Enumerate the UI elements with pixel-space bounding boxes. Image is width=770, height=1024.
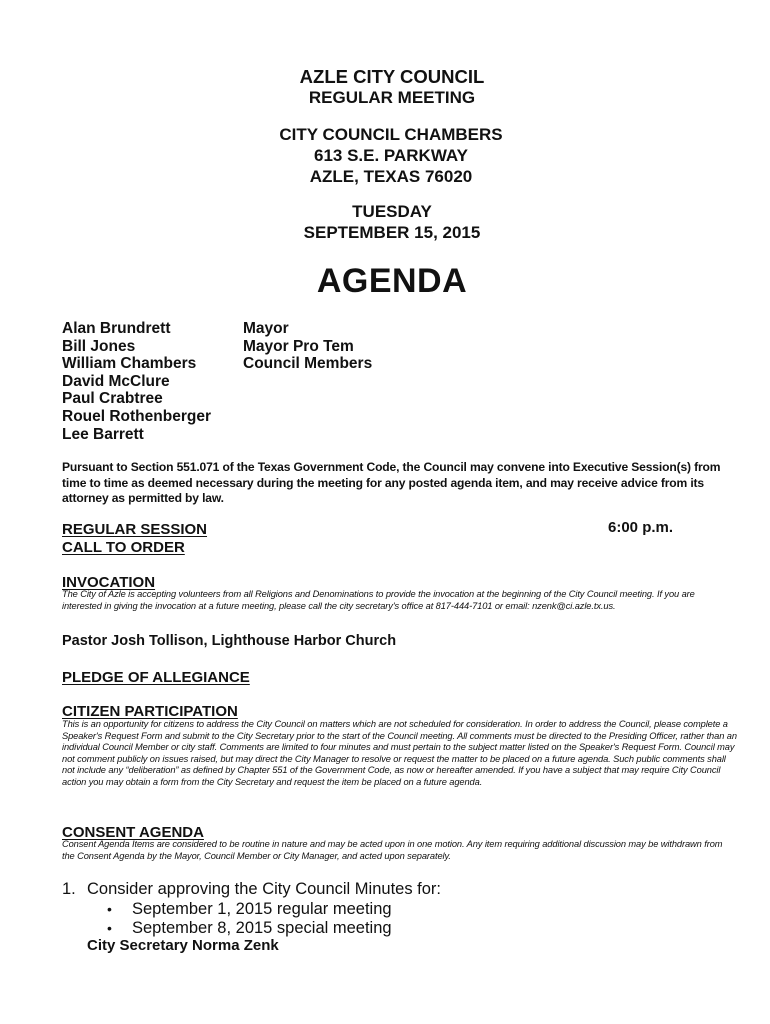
executive-session-notice: Pursuant to Section 551.071 of the Texas Government Code, the Council may convene into Executive Session(s) from time to time as deemed necessary during the meeting for any posted agenda item, and may receive advice from its attorney as permitted by law. [62, 460, 721, 505]
citizen-participation-heading: CITIZEN PARTICIPATION [62, 703, 238, 720]
member-role: Council Members [243, 355, 373, 373]
agenda-item-text [62, 880, 441, 899]
member-name: David McClure [62, 372, 170, 390]
location-name: CITY COUNCIL CHAMBERS [279, 125, 503, 144]
address-line-1: 613 S.E. PARKWAY [313, 146, 468, 165]
bullet-icon: • [107, 920, 112, 936]
regular-session-heading [62, 521, 207, 557]
member-name: William Chambers [62, 355, 197, 373]
bullet-text: September 1, 2015 regular meeting [132, 900, 392, 918]
invocation-heading: INVOCATION [62, 574, 156, 591]
header-location [6, 124, 770, 187]
list-item [107, 919, 392, 938]
member-name: Bill Jones [62, 337, 136, 355]
member-name: Paul Crabtree [62, 390, 163, 408]
agenda-item-presenter: City Secretary Norma Zenk [87, 937, 279, 954]
meeting-type: REGULAR MEETING [308, 88, 476, 107]
address-line-2: AZLE, TEXAS 76020 [309, 167, 473, 186]
invocation-speaker: Pastor Josh Tollison, Lighthouse Harbor Church [62, 633, 397, 649]
member-name: Rouel Rothenberger [62, 407, 211, 425]
bullet-text: September 8, 2015 special meeting [132, 919, 392, 937]
header-date [7, 201, 770, 243]
invocation-note: The City of Azle is accepting volunteers from all Religions and Denominations to provide the invocation at the beginning of the City Council meeting. If you are interested in giving the invocation at a future meeting, please call the city secretary's office at 817-444-7101 or email: nzenk@ci.azle.tx.us. [62, 589, 695, 611]
agenda-item-bullets [107, 900, 392, 938]
council-member-names [62, 320, 211, 443]
session-time: 6:00 p.m. [608, 519, 674, 536]
council-member-roles [243, 320, 372, 373]
consent-agenda-heading: CONSENT AGENDA [62, 824, 204, 841]
member-role: Mayor Pro Tem [243, 337, 354, 355]
agenda-item-number: 1. [62, 880, 76, 898]
regular-session-label: REGULAR SESSION [62, 521, 208, 538]
member-role: Mayor [243, 320, 289, 337]
meeting-date: SEPTEMBER 15, 2015 [303, 223, 481, 242]
bullet-icon: • [107, 901, 112, 917]
meeting-weekday: TUESDAY [352, 202, 432, 221]
header-organization [7, 66, 770, 108]
consent-agenda-note: Consent Agenda Items are considered to be routine in nature and may be acted upon in one motion. Any item requiring additional discussion may be withdrawn from the Consent Agenda by the Mayor, Council Member or City Manager, and acted upon separately. [62, 839, 723, 861]
list-item [107, 900, 392, 919]
citizen-participation-note: This is an opportunity for citizens to address the City Council on matters which are not scheduled for consideration. In order to address the Council, please complete a Speaker's Request Form and submit to the City Secretary prior to the start of the Council meeting. All comments must be directed to the Presiding Officer, rather than an individual Council Member or city staff. Comments are limited to four minutes and must pertain to the subject matter listed on the Speaker's Request Form. Council may not comment publicly on issues raised, but may direct the City Manager to resolve or request the matter to be placed on a future agenda. Such public comments shall not include any “deliberation” as defined by Chapter 551 of the Government Code, as now or hereafter amended. If you have a subject that may require City Council action you may obtain a form from the City Secretary and request the item be placed on a future agenda. [62, 719, 737, 787]
call-to-order-label: CALL TO ORDER [62, 539, 185, 556]
page-title: AGENDA [316, 262, 468, 300]
agenda-item-description: Consider approving the City Council Minutes for: [87, 880, 442, 898]
member-name: Lee Barrett [62, 425, 144, 443]
council-name: AZLE CITY COUNCIL [299, 66, 485, 87]
member-name: Alan Brundrett [62, 320, 171, 337]
pledge-heading: PLEDGE OF ALLEGIANCE [62, 669, 250, 686]
